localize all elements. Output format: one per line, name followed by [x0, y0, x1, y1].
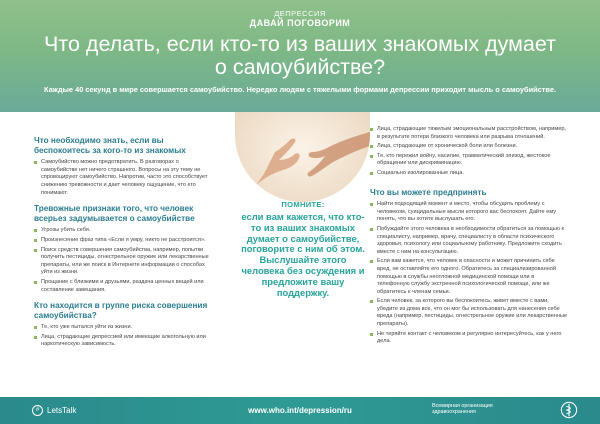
list-item: Прощание с близкими и друзьями, раздача ценных вещей или составление завещания. — [34, 279, 212, 294]
list-item: Те, кто пережил войну, насилие, травматический эпизод, жестокое обращение или дискриминацию. — [370, 153, 568, 168]
list-item: Лица, страдающие тяжелым эмоциональным расстройством, например, в результате потери близкого человека или разрыва отношений. — [370, 126, 568, 141]
who-url-link[interactable]: www.who.int/depression/ru — [248, 406, 352, 415]
what-to-do-list — [370, 201, 568, 346]
list-item: Если человек, за которого вы беспокоитесь, живет вместе с вами, убедите из дома все, что он мог бы использовать для нанесения себе вреда (например, пестициды, огнестрельное оружие или лекарственные препараты). — [370, 298, 568, 328]
list-item: Лица, страдающие депрессией или имеющие алкогольную или наркотическую зависимость. — [34, 334, 212, 349]
who-emblem-icon — [560, 401, 578, 419]
risk-group-list — [34, 324, 212, 349]
list-item: Самоубийство можно предотвратить. В разговорах о самоубийстве нет ничего страшного. Вопросы на эту тему не спровоцируют самоубийство. Напротив, часто это способствует снижению тревожности и дает человеку ощущение, что его понимают. — [34, 159, 212, 197]
hands-illustration — [235, 112, 370, 202]
warning-signs-list — [34, 227, 212, 294]
know-heading: Что необходимо знать, если вы беспокоитесь за кого-то из знакомых — [34, 136, 186, 155]
know-section — [34, 136, 212, 197]
list-item: Побуждайте этого человека в необходимости обратиться за помощью к специалисту, например, врачу, специалисту в области психического здоровья, психологу или социальному работнику. Предложите сходить вместе с ним на консультацию. — [370, 226, 568, 256]
letstalk-label: LetsTalk — [47, 406, 77, 415]
list-item: Произнесение фраз типа «Если я умру, никто не расстроится». — [34, 237, 212, 245]
what-to-do-section — [370, 188, 568, 346]
upper-hand — [308, 132, 370, 177]
letstalk-icon: # — [32, 405, 43, 416]
list-item: Угрозы убить себя. — [34, 227, 212, 235]
list-item: Социально изолированные лица. — [370, 170, 568, 178]
who-org-label — [432, 403, 522, 416]
right-column — [370, 126, 568, 353]
warning-signs-section — [34, 204, 212, 294]
risk-group-heading: Кто находится в группе риска совершения самоубийства? — [34, 301, 208, 320]
remember-label: ПОМНИТЕ: — [281, 200, 325, 209]
header-banner — [0, 0, 600, 112]
kicker-text: ДЕПРЕССИЯ — [274, 9, 326, 18]
list-item: Не теряйте контакт с человеком и регулярно интересуйтесь, как у него дела. — [370, 331, 568, 346]
who-org-name: Всемирная организация здравоохранения — [432, 403, 493, 416]
subkicker-text: ДАВАЙ ПОГОВОРИМ — [249, 18, 351, 28]
list-item: Если вам кажется, что человек в опасности и может причинить себе вред, не оставляйте его одного. Обратитесь за специализированной помощью в службы неотложной медицинской помощи или в телефонную службу экстренной психологической помощи, или же обратитесь к членам семьи. — [370, 258, 568, 296]
lead-text: Каждые 40 секунд в мире совершается самоубийство. Нередко людям с тяжелыми формами депрессии приходит мысль о самоубийстве. — [43, 85, 557, 94]
page-title: Что делать, если кто-то из ваших знакомых думает о самоубийстве? — [44, 32, 556, 79]
list-item: Найти подходящий момент и место, чтобы обсудить проблему с человеком, суицидальные мысли которого вас беспокоят. Дайте ему понять, что вы хотите выслушать его. — [370, 201, 568, 224]
remember-callout — [240, 200, 366, 298]
hands-photo — [235, 112, 370, 202]
lower-hand — [245, 139, 300, 200]
list-item: Те, кто уже пытался уйти из жизни. — [34, 324, 212, 332]
list-item: Лица, страдающие от хронической боли или болезни. — [370, 143, 568, 151]
what-to-do-heading: Что вы можете предпринять — [370, 187, 487, 197]
risk-group-continued — [370, 126, 568, 178]
risk-group-list-continued — [370, 126, 568, 178]
remember-text: если вам кажется, что кто-то из ваших знакомых думает о самоубийстве, поговорите с ним об этом. Выслушайте этого человека без осуждения и предложите вашу поддержку. — [241, 211, 365, 298]
left-column — [34, 136, 212, 356]
list-item: Поиск средств совершения самоубийства, например, попытки получить пестициды, огнестрельное оружие или лекарственные препараты, или же поиск в Интернете информации о способах уйти из жизни. — [34, 247, 212, 277]
footer-bar — [0, 397, 600, 424]
warning-signs-heading: Тревожные признаки того, что человек всерьез задумывается о самоубийстве — [34, 204, 195, 223]
risk-group-section — [34, 301, 212, 349]
know-list — [34, 159, 212, 197]
